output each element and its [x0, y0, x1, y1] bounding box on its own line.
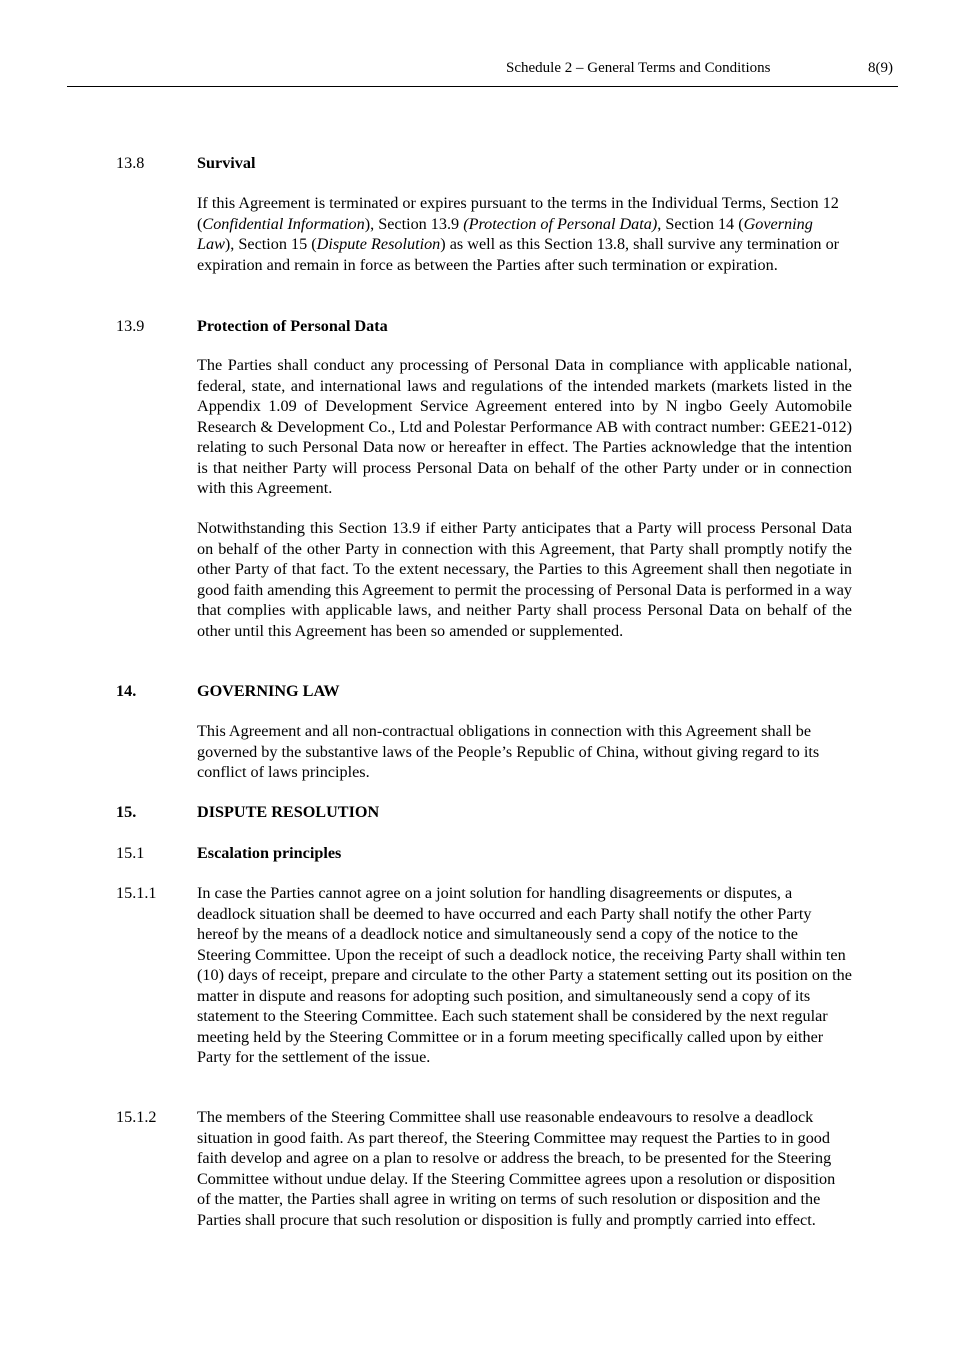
survival-paragraph: If this Agreement is terminated or expires pursuant to the terms in the Individual Terms, Section 12 (Confidential Information), Section 13.9 (Protection of Personal Data), Section 14 (Governing Law), Section 15 (Dispute Resolution) as well as this Section 13.8, shall survive any termination or expiration and remain in force as between the Parties after such termination or expiration. — [197, 194, 840, 274]
clause-number: 15.1.1 — [116, 884, 157, 902]
section-number: 13.9 — [116, 317, 145, 335]
clause-number: 15.1.2 — [116, 1108, 157, 1126]
section-heading: DISPUTE RESOLUTION — [197, 803, 380, 821]
section-number: 15. — [116, 803, 137, 821]
personal-data-paragraph-2: Notwithstanding this Section 13.9 if either Party anticipates that a Party will process Personal Data on behalf of the other Party in connection with this Agreement, that Party shall promptly notify the other Party of that fact. To the extent necessary, the Parties to this Agreement shall then negotiate in good faith amending this Agreement to permit the processing of Personal Data is performed in a way that complies with applicable laws, and neither Party shall process Personal Data on behalf of the other until this Agreement has been so amended or supplemented. — [197, 519, 852, 640]
personal-data-paragraph-1: The Parties shall conduct any processing of Personal Data in compliance with applicable national, federal, state, and international laws and regulations of the intended markets (markets listed in the Appendix 1.09 of Development Service Agreement entered into by N ingbo Geely Automobile Research & Development Co., Ltd and Polestar Performance AB with contract number: GEE21-012) relating to such Personal Data now or hereafter in effect. The Parties acknowledge that the intention is that neither Party will process Personal Data on behalf of the other Party under or in connection with this Agreement. — [197, 356, 852, 497]
governing-law-paragraph: This Agreement and all non-contractual obligations in connection with this Agreement shall be governed by the substantive laws of the People’s Republic of China, without giving regard to its conflict of laws principles. — [197, 722, 820, 781]
section-number: 15.1 — [116, 844, 145, 862]
page-number: 8(9) — [868, 60, 893, 76]
section-heading: Protection of Personal Data — [197, 317, 388, 335]
header-title: Schedule 2 – General Terms and Conditions — [506, 60, 771, 76]
section-number: 14. — [116, 682, 137, 700]
section-heading: Escalation principles — [197, 844, 342, 862]
section-heading: Survival — [197, 154, 256, 172]
clause-15-1-2-text: The members of the Steering Committee shall use reasonable endeavours to resolve a deadlock situation in good faith. As part thereof, the Steering Committee may request the Parties to in good faith develop and agree on a plan to resolve or address the breach, to be presented for the Steering Committee without undue delay. If the Steering Committee agrees upon a resolution or disposition of the matter, the Parties shall agree in writing on terms of such resolution or disposition and the Parties shall procure that such resolution or disposition is fully and promptly carried into effect. — [197, 1108, 836, 1229]
page-header — [0, 58, 965, 78]
header-rule — [67, 86, 898, 87]
section-number: 13.8 — [116, 154, 145, 172]
clause-15-1-1-text: In case the Parties cannot agree on a joint solution for handling disagreements or disputes, a deadlock situation shall be deemed to have occurred and each Party shall notify the other Party hereof by the means of a deadlock notice and simultaneously send a copy of the notice to the Steering Committee. Upon the receipt of such a deadlock notice, the receiving Party shall within ten (10) days of receipt, prepare and circulate to the other Party a statement setting out its position on the matter in dispute and reasons for adopting such position, and simultaneously send a copy of its statement to the Steering Committee. Each such statement shall be considered by the next regular meeting held by the Steering Committee or in a forum meeting specifically called upon by either Party for the settlement of the issue. — [197, 884, 852, 1066]
section-heading: GOVERNING LAW — [197, 682, 340, 700]
